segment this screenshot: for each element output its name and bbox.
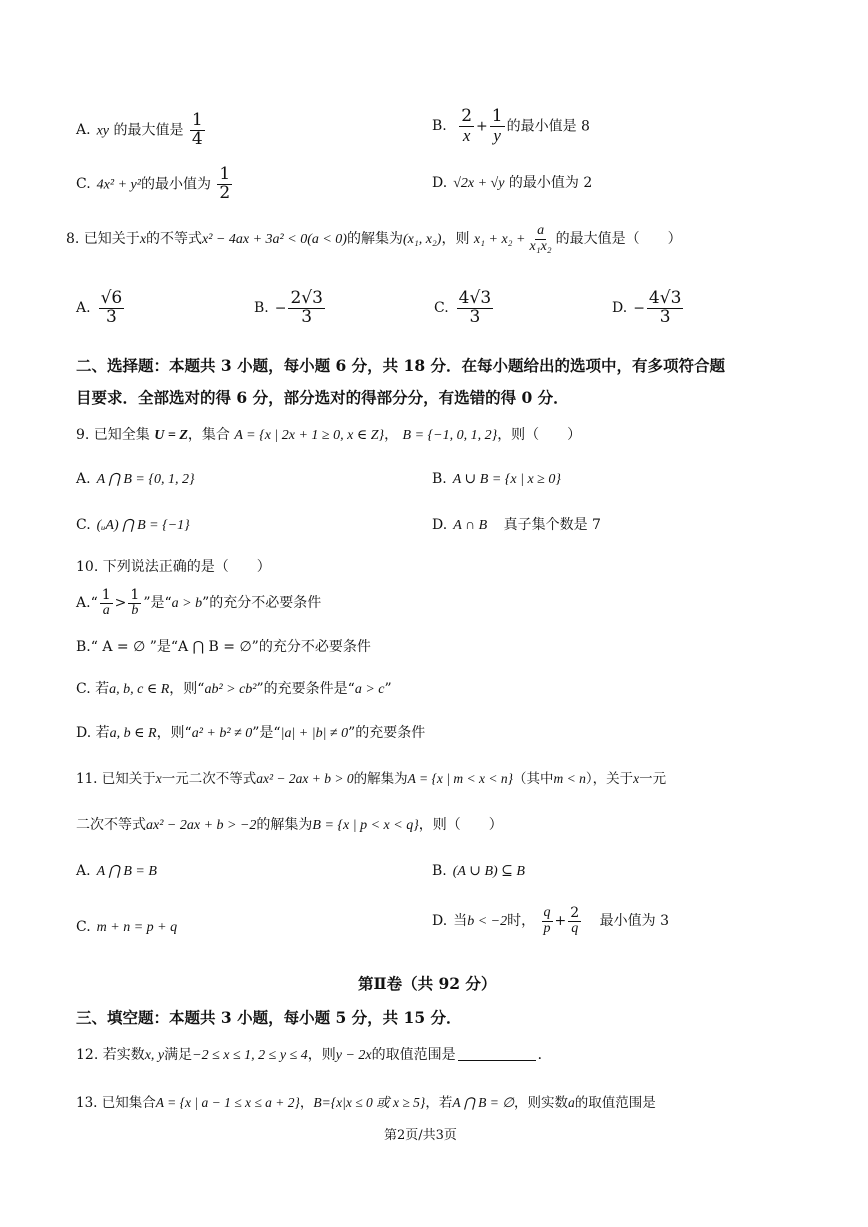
q8-option-c [434, 290, 495, 327]
option-label: B. [432, 863, 447, 879]
q7-option-a [76, 112, 207, 149]
denominator: a [102, 602, 110, 618]
math-expr: a > b [171, 596, 203, 612]
numerator: q [543, 905, 551, 920]
page-number: 第2页/共3页 [384, 1128, 457, 1143]
option-label: B. [254, 300, 269, 317]
option-text: 真子集个数是 7 [503, 517, 601, 533]
stem-text: ， [299, 1095, 314, 1111]
q11-stem-line1 [76, 770, 666, 789]
option-label: C. [76, 919, 91, 935]
option-label: D. [76, 725, 92, 741]
stem-text: 时， [507, 913, 536, 930]
option-label: A. [76, 863, 91, 879]
q10-option-b: B.“ A = ∅ ”是“A ⋂ B = ∅”的充分不必要条件 [76, 639, 371, 655]
stem-text: ，集合 [187, 427, 230, 443]
stem-text: ），关于 [585, 771, 634, 787]
option-text: 的最小值为 [140, 176, 211, 193]
numerator: 1 [130, 587, 140, 603]
denominator: 2 [219, 182, 231, 203]
fraction [100, 588, 113, 618]
stem-text: 的取值范围是 [371, 1047, 456, 1063]
math-expr: a, b, c ∈ R [109, 682, 170, 697]
math-var: x [139, 232, 147, 248]
stem-text: 8. 已知关于 [66, 231, 140, 248]
math-expr: A = {x | 2x + 1 ≥ 0, x ∈ Z} [234, 428, 385, 443]
stem-text: （其中 [512, 771, 554, 787]
q11-option-c [76, 918, 177, 937]
option-label: A. [76, 471, 91, 487]
q11-option-a [76, 862, 157, 881]
q7-option-c [76, 166, 234, 203]
math-expr: b < −2 [467, 914, 508, 930]
option-label: D. [612, 300, 628, 317]
math-expr: (ᵤA) ⋂ B = {−1} [96, 518, 190, 533]
math-expr: B={x|x ≤ 0 或 x ≥ 5} [313, 1095, 426, 1110]
numerator: 1 [191, 110, 203, 130]
math-expr: y − 2x [335, 1048, 372, 1063]
option-label: C. [76, 517, 91, 533]
answer-blank[interactable] [458, 1060, 536, 1061]
denominator: b [131, 602, 139, 618]
q7-option-d [432, 174, 592, 193]
math-expr: A ⋂ B = {0, 1, 2} [96, 472, 195, 487]
stem-text: ，则 [307, 1047, 336, 1063]
stem-text: ，则实数 [514, 1095, 569, 1111]
fraction [99, 290, 125, 327]
option-label: A. [76, 595, 91, 612]
q11-option-b [432, 862, 525, 881]
denominator: 3 [301, 306, 313, 327]
stem-text: 的解集为 [256, 817, 313, 833]
numerator: 2 [461, 106, 473, 126]
q13-stem [76, 1094, 656, 1113]
numerator: 1 [101, 587, 111, 603]
q10-option-d [76, 724, 425, 743]
fraction [459, 108, 474, 145]
q9-option-b [432, 470, 561, 489]
stem-text: 若 [95, 725, 110, 741]
fraction [190, 112, 205, 149]
q10-option-a [76, 588, 321, 618]
option-label: D. [432, 517, 448, 533]
math-expr: ax² − 2ax + b > 0 [256, 771, 354, 786]
math-expr: A ⋂ B = ∅ [452, 1095, 515, 1110]
stem-text: ． [537, 1047, 552, 1063]
fraction [288, 290, 324, 327]
sign: − [633, 300, 645, 317]
q10-stem: 10. 下列说法正确的是（ ） [76, 559, 271, 575]
math-expr: |a| + |b| ≠ 0 [280, 726, 349, 741]
option-label: A. [76, 122, 91, 139]
stem-text: 满足 [164, 1047, 193, 1063]
stem-text: ”的充要条件 [348, 725, 426, 741]
option-label: C. [76, 176, 91, 193]
option-text: 最小值为 3 [599, 913, 670, 930]
stem-text: ，则“ [169, 681, 205, 697]
denominator: p [543, 920, 551, 936]
numerator: 1 [491, 106, 503, 126]
numerator: 4√3 [648, 288, 682, 308]
stem-text: 的解集为 [346, 231, 403, 248]
stem-text: ，则（ ） [497, 427, 582, 443]
numerator: 1 [219, 164, 231, 184]
option-label: D. [432, 175, 448, 191]
denominator: 3 [659, 306, 671, 327]
math-expr: A ⋂ B = B [96, 864, 157, 879]
math-expr: U = Z [154, 428, 188, 443]
stem-text: ” [384, 681, 392, 697]
part-title: 第Ⅱ卷（共 92 分） [358, 974, 497, 993]
fraction [457, 290, 493, 327]
denominator: x [462, 125, 471, 145]
q8-option-d [612, 290, 685, 327]
operator: + [476, 118, 488, 135]
stem-text: ”是“ [252, 725, 281, 741]
math-expr: m + n = p + q [96, 920, 178, 935]
option-text: 的最大值是 [113, 122, 184, 139]
operator: + [554, 913, 567, 930]
math-expr: −2 ≤ x ≤ 1, 2 ≤ y ≤ 4 [192, 1048, 308, 1063]
stem-text: ，则“ [156, 725, 192, 741]
math-expr: (A ∪ B) ⊆ B [452, 864, 525, 879]
option-label: B. [432, 471, 447, 487]
denominator: 3 [105, 306, 117, 327]
fraction [217, 166, 232, 203]
math-expr: ab² > cb² [204, 682, 257, 697]
numerator: 4√3 [458, 288, 492, 308]
q10-option-c [76, 680, 392, 699]
stem-text: 11. 已知关于 [76, 771, 156, 787]
q8-option-b [254, 290, 327, 327]
math-var: x [155, 771, 162, 786]
fraction [490, 108, 505, 145]
stem-text: 的不等式 [146, 231, 203, 248]
quote: “ [90, 595, 98, 612]
math-expr: m < n [553, 771, 586, 786]
stem-text: 的取值范围是 [574, 1095, 656, 1111]
stem-text: 9. 已知全集 [76, 427, 150, 443]
q8-stem [66, 224, 682, 254]
math-var: x [633, 771, 640, 786]
q9-stem [76, 426, 581, 445]
sign: − [274, 300, 287, 317]
stem-text: 若 [95, 681, 110, 697]
denominator: y [493, 125, 501, 145]
q9-option-a [76, 470, 195, 489]
denominator: q [571, 920, 579, 936]
math-expr: (x₁, x₂) [402, 232, 442, 248]
q9-option-c [76, 516, 190, 535]
math-expr: A ∪ B = {x | x ≥ 0} [452, 472, 561, 487]
option-label: B. [432, 118, 447, 135]
q7-option-b [432, 108, 590, 145]
section-heading: 三、填空题：本题共 3 小题，每小题 5 分，共 15 分． [76, 1008, 462, 1027]
stem-text: ，若 [425, 1095, 453, 1111]
fraction [647, 290, 683, 327]
q11-stem-line2 [76, 816, 503, 835]
option-text: ”的充分不必要条件 [202, 595, 322, 612]
q11-option-d [432, 906, 669, 936]
section-heading: 目要求．全部选对的得 6 分，部分选对的得部分分，有选错的得 0 分． [76, 388, 569, 407]
denominator: x₁x₂ [529, 238, 552, 254]
stem-text: ，则 [441, 231, 470, 248]
stem-text: ，则（ ） [418, 817, 503, 833]
option-label: C. [76, 681, 91, 697]
denominator: 4 [191, 128, 203, 149]
fraction [568, 906, 581, 936]
math-expr: A = {x | m < x < n} [407, 771, 513, 786]
numerator: 2√3 [290, 288, 323, 308]
option-label: A. [76, 300, 91, 317]
math-expr: x₁ + x₂ + [473, 232, 526, 248]
section-heading: 二、选择题：本题共 3 小题，每小题 6 分，共 18 分．在每小题给出的选项中，有多项符合题 [76, 356, 726, 375]
numerator: 2 [570, 905, 580, 921]
stem-text: ”的充要条件是“ [256, 681, 355, 697]
option-text: 的最小值是 8 [506, 118, 590, 135]
q9-option-d [432, 516, 601, 535]
math-expr: a² + b² ≠ 0 [191, 726, 253, 741]
quote: ”是“ [143, 595, 172, 612]
numerator: a [537, 223, 545, 238]
fraction [527, 224, 553, 254]
q8-option-a [76, 290, 126, 327]
q12-stem [76, 1046, 552, 1065]
math-expr: √2x + √y [453, 176, 505, 191]
option-label: C. [434, 300, 449, 317]
math-expr: ax² − 2ax + b > −2 [146, 818, 257, 833]
option-label: D. [432, 913, 448, 930]
stem-text: 的最大值是（ ） [555, 231, 682, 248]
stem-text: ， [384, 427, 399, 443]
math-expr: B = {−1, 0, 1, 2} [402, 428, 498, 443]
math-expr: A = {x | a − 1 ≤ x ≤ a + 2} [155, 1095, 300, 1110]
stem-text: 一元 [639, 771, 667, 787]
denominator: 3 [469, 306, 481, 327]
math-expr: xy [96, 123, 109, 139]
numerator: √6 [100, 288, 123, 308]
math-expr: a, b ∈ R [109, 726, 157, 741]
stem-text: 的解集为 [353, 771, 408, 787]
stem-text: 一元二次不等式 [161, 771, 257, 787]
fraction [128, 588, 141, 618]
math-expr: B = {x | p < x < q} [312, 818, 419, 833]
fraction [542, 906, 553, 936]
stem-text: 二次不等式 [76, 817, 146, 833]
math-var: a [568, 1095, 575, 1110]
operator: > [114, 595, 127, 612]
math-expr: x² − 4ax + 3a² < 0(a < 0) [202, 232, 347, 248]
math-expr: a > c [354, 682, 385, 697]
stem-text: 12. 若实数 [76, 1047, 145, 1063]
option-text: 的最小值为 2 [508, 175, 593, 191]
math-expr: A ∩ B [453, 518, 488, 533]
math-expr: x, y [144, 1048, 165, 1063]
stem-text: 当 [453, 913, 468, 930]
math-expr: 4x² + y² [96, 177, 141, 193]
stem-text: 13. 已知集合 [76, 1095, 156, 1111]
